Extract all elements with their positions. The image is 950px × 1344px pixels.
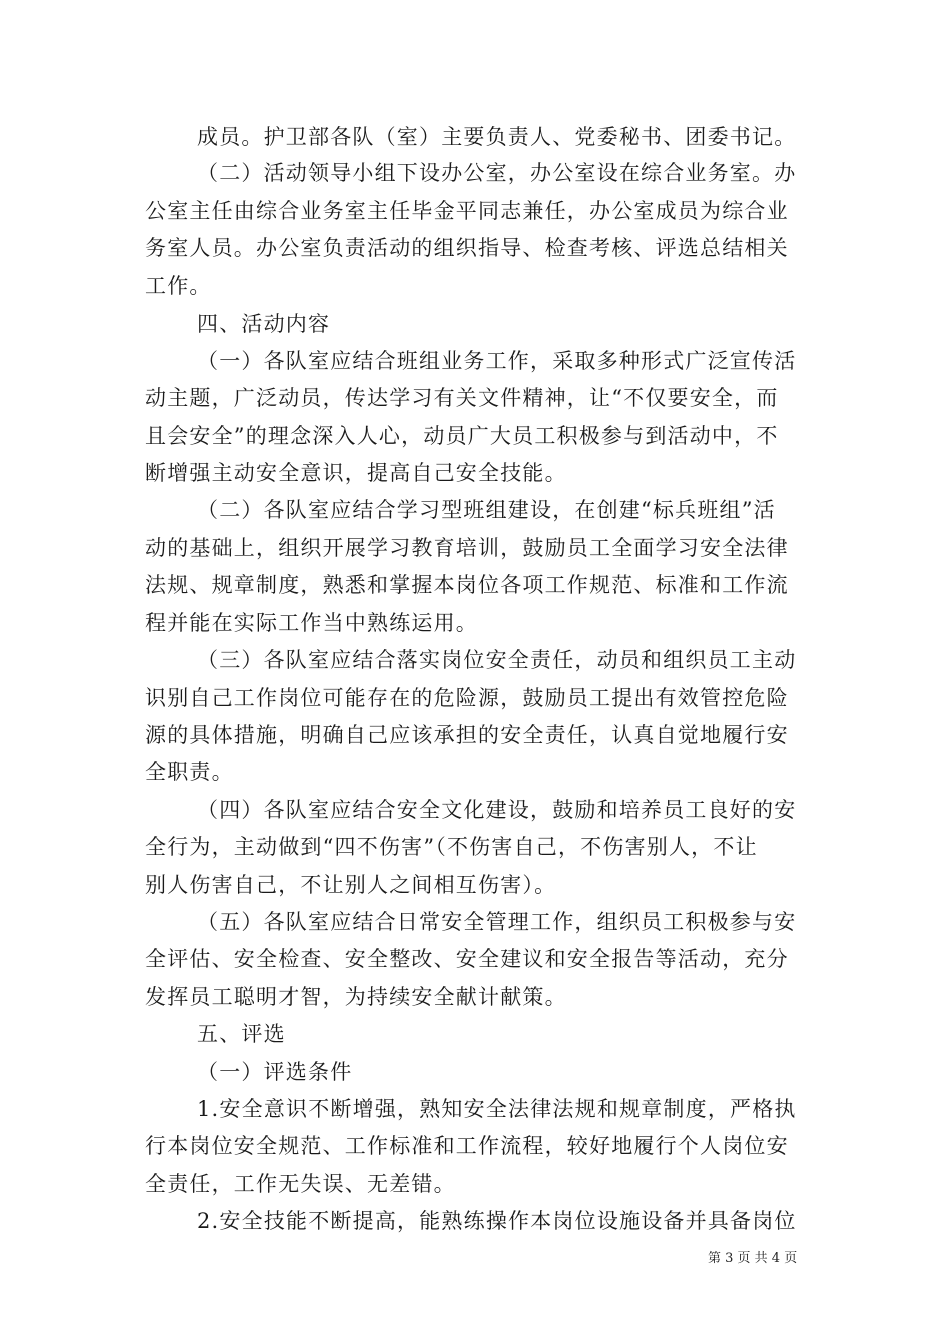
- text-line: （五）各队室应结合日常安全管理工作，组织员工积极参与安: [197, 910, 797, 934]
- page-number: 第 3 页 共 4 页: [708, 1251, 798, 1266]
- text-line: （一）各队室应结合班组业务工作，采取多种形式广泛宣传活: [197, 349, 797, 373]
- text-line: （四）各队室应结合安全文化建设，鼓励和培养员工良好的安: [197, 798, 797, 822]
- text-line: 源的具体措施，明确自己应该承担的安全责任，认真自觉地履行安: [145, 723, 789, 747]
- text-line: 全责任，工作无失误、无差错。: [145, 1172, 456, 1196]
- text-line: （二）各队室应结合学习型班组建设，在创建“标兵班组”活: [197, 498, 776, 522]
- text-line: 公室主任由综合业务室主任毕金平同志兼任，办公室成员为综合业: [145, 199, 789, 223]
- text-line: 全职责。: [145, 760, 234, 784]
- text-line: 动的基础上，组织开展学习教育培训，鼓励员工全面学习安全法律: [145, 536, 789, 560]
- text-line: 别人伤害自己，不让别人之间相互伤害）。: [145, 873, 557, 897]
- text-line: 1.安全意识不断增强，熟知安全法律法规和规章制度，严格执: [197, 1097, 797, 1121]
- text-line: 全评估、安全检查、安全整改、安全建议和安全报告等活动，充分: [145, 947, 789, 971]
- text-line: 法规、规章制度，熟悉和掌握本岗位各项工作规范、标准和工作流: [145, 573, 789, 597]
- text-line: 工作。: [145, 274, 212, 298]
- text-line: 且会安全”的理念深入人心，动员广大员工积极参与到活动中，不: [145, 424, 779, 448]
- text-line: 全行为，主动做到“四不伤害”（不伤害自己，不伤害别人，不让: [145, 835, 758, 859]
- section-heading: 五、评选: [197, 1022, 286, 1046]
- text-line: 断增强主动安全意识，提高自己安全技能。: [145, 461, 567, 485]
- text-line: 程并能在实际工作当中熟练运用。: [145, 611, 478, 635]
- text-line: 动主题，广泛动员，传达学习有关文件精神，让“不仅要安全，而: [145, 386, 779, 410]
- subsection-heading: （一）评选条件: [197, 1060, 353, 1084]
- text-line: 行本岗位安全规范、工作标准和工作流程，较好地履行个人岗位安: [145, 1134, 789, 1158]
- text-line: 2.安全技能不断提高，能熟练操作本岗位设施设备并具备岗位: [197, 1209, 797, 1233]
- section-heading: 四、活动内容: [197, 312, 331, 336]
- text-line: 务室人员。办公室负责活动的组织指导、检查考核、评选总结相关: [145, 236, 789, 260]
- text-line: 识别自己工作岗位可能存在的危险源，鼓励员工提出有效管控危险: [145, 686, 789, 710]
- text-line: （二）活动领导小组下设办公室，办公室设在综合业务室。办: [197, 161, 797, 185]
- text-line: （三）各队室应结合落实岗位安全责任，动员和组织员工主动: [197, 648, 797, 672]
- text-line: 发挥员工聪明才智，为持续安全献计献策。: [145, 985, 567, 1009]
- text-line: 成员。护卫部各队（室）主要负责人、党委秘书、团委书记。: [197, 125, 797, 149]
